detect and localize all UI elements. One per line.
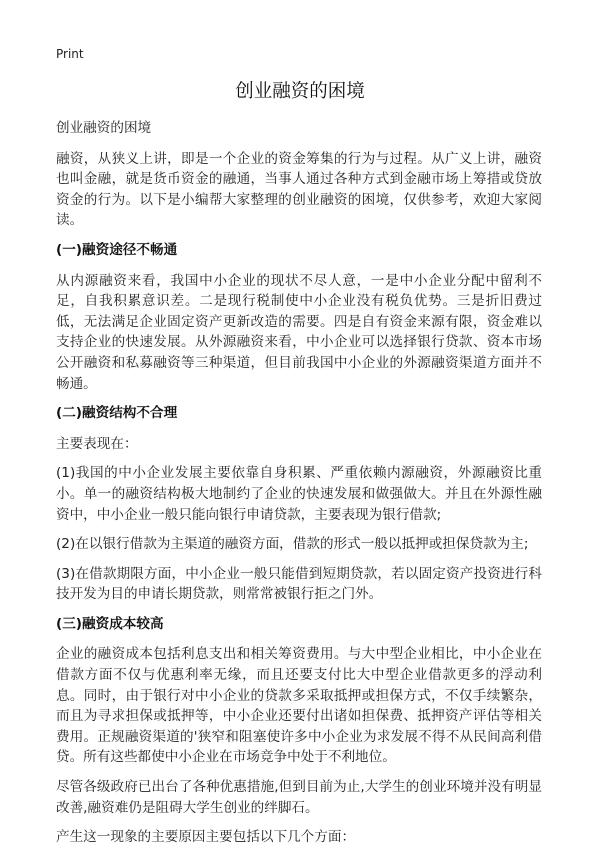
section-heading: (二)融资结构不合理	[56, 405, 178, 422]
print-link[interactable]: Print	[56, 47, 84, 61]
section-paragraph: 企业的融资成本包括利息支出和相关筹资费用。与大中型企业相比，中小企业在借款方面不仅与优惠利率无缘，而且还要支付比大中型企业借款更多的浮动利息。同时，由于银行对中小企业的贷款多采取抵押或担保方式，不仅手续繁杂，而且为寻求担保或抵押等，中小企业还要付出诸如担保费、抵押资产评估等相关费用。正规融资渠道的'狭窄和阻塞使许多中小企业为求发展不得不从民间高利借贷。所有这些都使中小企业在市场竞争中处于不利地位。	[56, 646, 542, 766]
section-heading: (一)融资途径不畅通	[56, 241, 178, 258]
document-subtitle: 创业融资的困境	[56, 120, 152, 136]
page-title: 创业融资的困境	[235, 81, 365, 102]
section-paragraph: 从内源融资来看，我国中小企业的现状不尽人意，一是中小企业分配中留利不足，自我积累意识差。二是现行税制使中小企业没有税负优势。三是折旧费过低，无法满足企业固定资产更新改造的需要。四是自有资金来源有限，资金难以支持企业的快速发展。从外源融资来看，中小企业可以选择银行贷款、资本市场公开融资和私募融资等三种渠道，但目前我国中小企业的外源融资渠道方面并不畅通。	[56, 272, 542, 392]
section-paragraph: 产生这一现象的主要原因主要包括以下几个方面：	[56, 829, 356, 846]
section-paragraph: 主要表现在：	[56, 435, 138, 452]
section-paragraph: (2)在以银行借款为主渠道的融资方面，借款的形式一般以抵押或担保贷款为主;	[56, 536, 529, 553]
section-paragraph: 尽管各级政府已出台了各种优惠措施,但到目前为止,大学生的创业环境并没有明显改善,融资难仍是阻碍大学生创业的绊脚石。	[56, 779, 542, 816]
section-paragraph: (3)在借款期限方面，中小企业一般只能借到短期贷款，若以固定资产投资进行科技开发为目的申请长期贷款，则常常被银行拒之门外。	[56, 565, 542, 603]
intro-paragraph: 融资，从狭义上讲，即是一个企业的资金筹集的行为与过程。从广义上讲，融资也叫金融，就是货币资金的融通，当事人通过各种方式到金融市场上筹措或贷放资金的行为。以下是小编帮大家整理的创业融资的困境，仅供参考，欢迎大家阅读。	[56, 150, 542, 229]
document-body	[56, 118, 542, 857]
section-heading: (三)融资成本较高	[56, 615, 164, 632]
section-paragraph: (1)我国的中小企业发展主要依靠自身积累、严重依赖内源融资，外源融资比重小。单一的融资结构极大地制约了企业的快速发展和做强做大。并且在外源性融资中，中小企业一般只能向银行申请贷款，主要表现为银行借款;	[56, 465, 542, 523]
